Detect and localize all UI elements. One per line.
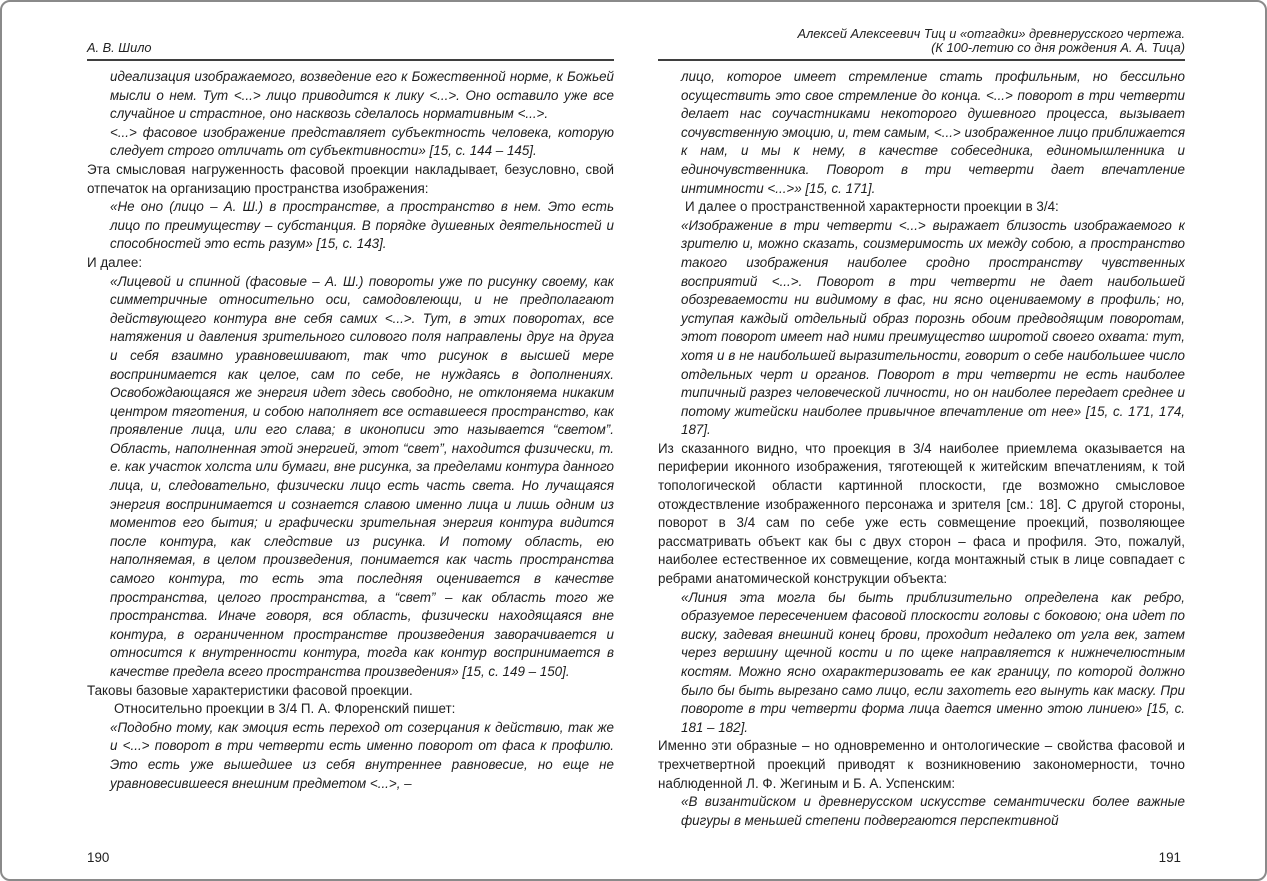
right-page bbox=[658, 12, 1185, 880]
quote-paragraph: лицо, которое имеет стремление стать профильным, но бессильно осуществить это свое стремление до конца. <...> поворот в три четверти делает нас соучастниками некоторого душевного процесса, вызывает сочувственную эмоцию, и, тем самым, <...> изображенное лицо приближается к нам, и мы к нему, в качестве собеседника, единомышленника и единочувственника. Поворот в три четверти дает впечатление интимности <...>» [15, с. 171]. bbox=[681, 69, 1185, 196]
quote-paragraph: «В византийском и древнерусском искусстве семантически более важные фигуры в меньшей степени подвергаются перспективной bbox=[681, 794, 1185, 828]
text-paragraph: Эта смысловая нагруженность фасовой проекции накладывает, безусловно, свой отпечаток на организацию пространства изображения: bbox=[87, 161, 614, 196]
text-paragraph: И далее о пространственной характерности проекции в 3/4: bbox=[685, 199, 1059, 215]
quote-paragraph: «Подобно тому, как эмоция есть переход от созерцания к действию, так же и <...> поворот в три четверти есть именно поворот от фаса к профилю. Это есть уже вышедшее из себя внутреннее равновесие, но еще не уравновесившееся внешним предметом <...>, – bbox=[110, 719, 614, 791]
running-header-right bbox=[658, 12, 1185, 61]
page-number: 191 bbox=[1158, 850, 1181, 865]
left-page bbox=[87, 12, 614, 880]
running-header-left bbox=[87, 12, 614, 61]
quote-paragraph: «Лицевой и спинной (фасовые – А. Ш.) повороты уже по рисунку своему, как симметричные относительно оси, самодовлеющи, и не предполагают действующего контура вне себя самих <...>. Тут, в этих поворотах, все натяжения и давления зрительного силового поля направлены друг на друга и себя взаимно уравновешивают, так что рисунок в высшей мере воспринимается как целое, сам по себе, не нуждаясь в дополнениях. Освобождающаяся же энергия идет здесь свободно, не отклоняема никаким центром тяготения, и собою наполняет все оставшееся пространство, как проявление лица, или его слава; в иконописи это называется “светом”. Область, наполненная этой энергией, этот “свет”, находится физически, т. е. как участок холста или бумаги, вне рисунка, за пределами контура данного лица, и, следовательно, физически лицо есть часть света. Но лучащаяся энергия воспринимается и сознается славою именно лица и лишь одним из моментов его бытия; и графически зрительная энергия контура видится после контура, как следствие из рисунка. И потому область, ею наполняемая, в целом произведения, понимается как часть пространства самого контура, то есть эта последняя оценивается в качестве пространства, целого пространства, а “свет” – как область того же пространства. Иначе говоря, вся область, физически находящаяся вне контура, в ограниченном пространстве произведения заворачивается и относится к внутренности контура, тогда как контур воспринимается в качестве предела всего пространства произведения» [15, с. 149 – 150]. bbox=[110, 273, 614, 679]
text-paragraph: Относительно проекции в 3/4 П. А. Флоренский пишет: bbox=[114, 701, 456, 717]
text-paragraph: Из сказанного видно, что проекция в 3/4 наиболее приемлема оказывается на периферии иконного изображения, тяготеющей к житейским впечатлениям, к той топологической области картинной плоскости, где возможно смысловое отождествление изображенного персонажа и зрителя [см.: 18]. С другой стороны, поворот в 3/4 сам по себе уже есть совмещение проекций, позволяющее рассматривать объект как бы с двух сторон – фаса и профиля. Это, пожалуй, наиболее естественное их совмещение, когда монтажный стык в лице совпадает с ребрами анатомической конструкции объекта: bbox=[658, 440, 1185, 587]
quote-paragraph: идеализация изображаемого, возведение его к Божественной норме, к Божьей мысли о нем. Тут <...> лицо приводится к лику <...>. Оно оставило уже все случайное и страстное, оно насквозь сделалось нормативным <...>. bbox=[110, 69, 614, 122]
text-paragraph: Таковы базовые характеристики фасовой проекции. bbox=[87, 682, 413, 698]
page-number: 190 bbox=[87, 850, 110, 865]
quote-paragraph: «Изображение в три четверти <...> выражает близость изображаемого к зрителю и, можно сказать, соизмеримость их между собою, а пространство такого изображения наиболее сродно пространству чувственных восприятий <...>. Поворот в три четверти не дает наибольшей обозреваемости ни видимому в фас, ни ясно оцениваемому в профиль; но, уступая каждый отдельный образ порознь обоим предводящим поворотам, этот поворот имеет над ними преимущество широтой своего охвата: тут, хотя и в не наибольшей выразительности, говорит о себе наибольшее число отдельных черт и органов. Поворот в три четверти не есть наиболее типичный разрез человеческой личности, но он наиболее передает среднее и потому житейски наиболее привычное впечатление от нее» [15, с. 171, 174, 187]. bbox=[681, 217, 1185, 438]
quote-paragraph: <...> фасовое изображение представляет субъектность человека, которую следует строго отличать от субъективности» [15, с. 144 – 145]. bbox=[110, 124, 614, 159]
right-page-body bbox=[658, 68, 1185, 880]
quote-paragraph: «Линия эта могла бы быть приблизительно определена как ребро, образуемое пересечением фасовой плоскости головы с боковою; она идет по виску, задевая внешний конец брови, проходит недалеко от угла век, затем через вершину щечной кости и по щеке направляется к нижнечелюстным костям. Можно ясно охарактеризовать ее как границу, по которой должно было бы быть вырезано само лицо, если захотеть его вынуть как маску. При повороте в три четверти форма лица дается именно этою линиею» [15, с. 181 – 182]. bbox=[681, 589, 1185, 735]
text-paragraph: И далее: bbox=[87, 254, 143, 270]
quote-paragraph: «Не оно (лицо – А. Ш.) в пространстве, а пространство в нем. Это есть лицо по преимуществу – субстанция. В порядке душевных деятельностей и способностей это есть разум» [15, с. 143]. bbox=[110, 199, 614, 252]
running-header-left-author: А. В. Шило bbox=[87, 40, 152, 56]
left-page-body bbox=[87, 68, 614, 880]
text-paragraph: Именно эти образные – но одновременно и онтологические – свойства фасовой и трехчетвертной проекций приводят к возникновению закономерности, точно наблюденной Л. Ф. Жегиным и Б. А. Успенским: bbox=[658, 738, 1185, 791]
running-header-right-title-line1: Алексей Алексеевич Тиц и «отгадки» древнерусского чертежа. bbox=[797, 25, 1185, 41]
running-header-right-title-line2: (К 100-летию со дня рождения А. А. Тица) bbox=[931, 40, 1185, 56]
